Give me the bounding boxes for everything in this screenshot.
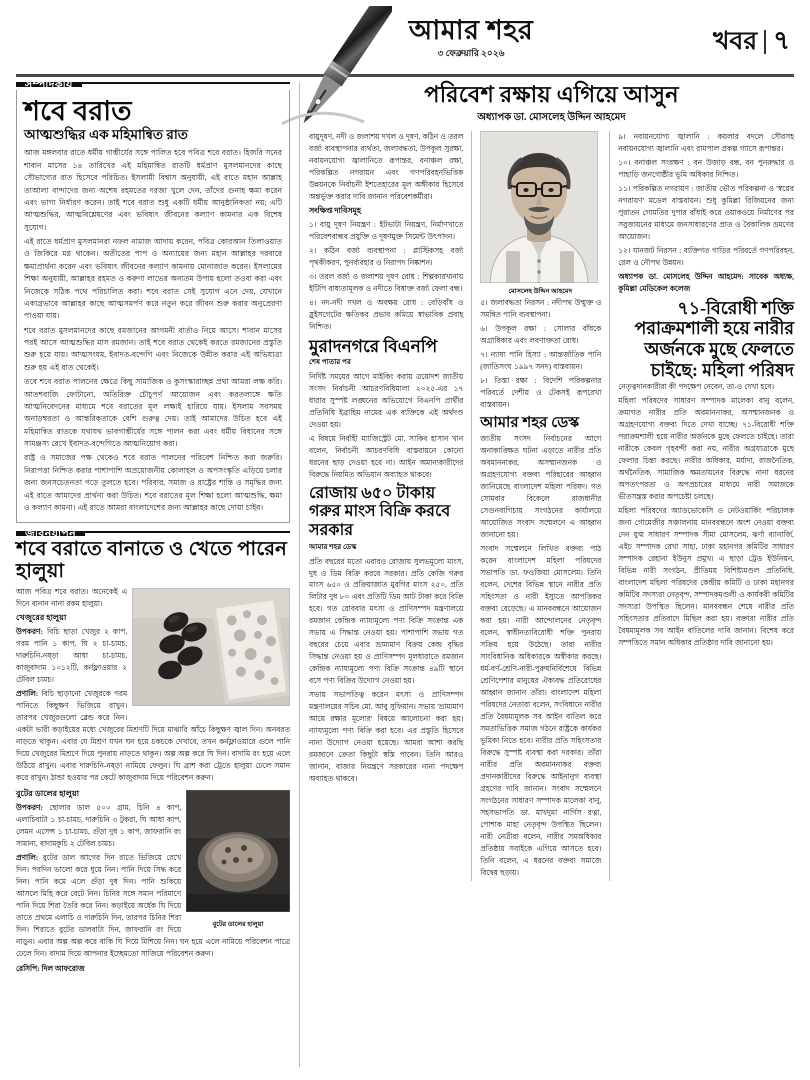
- mohila-paragraph: জাতীয় সংসদ নির্বাচনের আগে অনাকাঙ্ক্ষিত ঘটনা এড়াতে নারীর প্রতি অবমাননাকর, অসম্মানজনক ও অগ্রহণযোগ্য বক্তব্য পরিহারের আহ্বান জানিয়েছে বাংলাদেশ মহিলা পরিষদ। গত সোমবার বিকেলে রাজধানীর সেগুনবাগিচায় সংগঠনের কার্যালয়ে আয়োজিত সংবাদ সম্মেলনে এ আহ্বান জানানো হয়।: [480, 434, 602, 540]
- demand-item: ৯। নবায়নযোগ্য জ্বালানি : কয়লার বদলে সৌরসহ নবায়নযোগ্য জ্বালানি এবং রামপাল প্রকল্প গ্যাসে রূপান্তর।: [618, 131, 794, 153]
- lead-story-author: অধ্যাপক ডা. মোসলেহ উদ্দিন আহমেদ: [477, 111, 626, 123]
- portrait-column: [480, 131, 601, 881]
- lifestyle-article: [16, 528, 291, 975]
- demand-item: ১১। পরিকল্পিত নগরায়ণ : জাতীয় ভৌত পরিকল্পনা ও 'স্বপ্নের নগরায়ণ' মডেল বাস্তবায়ন। শুধু কুমিল্লা রিজিয়নের জন্য পুরাতন গোমতির দুপার বাঁধাই করে ওয়াকওয়ে নির্মাণের পর সবুজায়নের মাধ্যমে জনসাধারণের প্রাত ও বৈকালিক ভ্রমণের আয়োজন।: [618, 183, 794, 241]
- portrait-photo: [480, 131, 598, 283]
- editorial-headline: শবে বরাত: [24, 96, 132, 126]
- chickpea-halwa-caption: বুটের ডালের হালুয়া: [212, 920, 264, 928]
- editorial-subhead: আত্মশুদ্ধির এক মহিমান্বিত রাত: [24, 127, 188, 143]
- method-text: বুটের ডাল আগের দিন রাতে ভিজিয়ে রেখে দিন। পরদিন ভালো করে ধুয়ে নিন। পানি দিয়ে সিদ্ধ করে নিন। পানি কমে এলে গুঁড়া দুধ দিন। পানি শুকিয়ে আসলে মিহি করে বেটে নিন। চিনির সঙ্গে সমান পরিমাণে পানি দিয়ে শিরা তৈরি করে নিন। কড়াইয়ে অর্ধেক ঘি দিয়ে তাতে প্রথমে এলাচি ও দারুচিনি দিন, তারপর চিনির শিরা দিন। শিরাতে বুটের ডালবাটা দিন, জাফরানি রং দিয়ে নাড়ুন। এবার অল্প অল্প করে বাকি ঘি দিয়ে মিশিয়ে নিন। ঘন হয়ে এলে নামিয়ে পরিবেশন পাত্রে ঢেলে দিন। বাদাম দিয়ে আপনার ইচ্ছেমতো সাজিয়ে পরিবেশন করুন।: [16, 852, 291, 958]
- ingredients-label: উপকরণ:: [16, 626, 43, 636]
- method-text: বিচি ছাড়ানো খেজুরকে গরম পানিতে কিছুক্ষণ ভিজিয়ে রাখুন। তারপর খেজুরগুলো ব্লেন্ড করে নিন। একটা ভারী কড়াইয়ের মধ্যে খেজুরের মিশ্রণটি দিয়ে মাঝারি আঁচে কিছুক্ষণ জ্বাল দিন। অনবরত নাড়তে থাকুন। এবার যে মিশ্রণ যখন ঘন হয়ে চকচকে দেখাবে, তখন কর্নফ্লাওয়ারে গুলে পানি দিয়ে খেজুরের মিশ্রণে দিয়ে পুনরায় নাড়তে থাকুন। অল্প অল্প করে ঘি দিন। বাদামি রং হয়ে এলে উঠিয়ে রাখুন। এবার দারুচিনি-নষ্ড়া নামিয়ে ফেলুন। ঘি ব্রাশ করা ট্রেতে হালুয়া ঢেলে সমান করে রাখুন। ঠান্ডা হওয়ার পর কেটে কাজুবাদাম দিয়ে পরিবেশন করুন।: [16, 688, 291, 782]
- ingredients-label: উপকরণ:: [16, 802, 43, 812]
- demands-title: সংক্ষিপ্ত দাবিসমূহ: [309, 205, 361, 215]
- lead-story-headline: পরিবেশ রক্ষায় এগিয়ে আসুন: [424, 82, 679, 107]
- demand-item: ১২। যানজট নিরসন : ব্যক্তিগত গাড়ির পরিবর্তে গণপরিবহন, রেল ও নৌপথ উন্নয়ন।: [618, 245, 794, 267]
- lifestyle-headline: শবে বরাতে বানাতে ও খেতে পারেন হালুয়া: [16, 539, 288, 583]
- editorial-paragraph: তবে শবে বরাত পালনের ক্ষেত্রে কিছু সামাজিক ও কুসংস্কারাচ্ছন্ন প্রথা আমরা লক্ষ করি। আতশবাজি ফোটানো, অতিরিক্ত চৌচুপর্ণ আয়োজন এবং করতলাঙ্গে ক্ষতি আত্মনিবেদনের মাধ্যমে শবে বরাতের মূল লক্ষ্যই হারিয়ে যায়। ইসলাম সবসময় অনাড়ম্বরতা ও আন্তরিকতাকে বেশি গুরুত্ব দেয়। তাই আমাদের উচিত হবে এই মহিমান্বিত রাতকে যথাযথ ভাবগাম্ভীর্যের সঙ্গে পালন করা এবং ধর্মীয় বিধানের সঙ্গে সামঞ্জস্য রেখে ইবাদত-বন্দেগিতে আত্মনিয়োগ করা।: [24, 377, 283, 449]
- publication-date: ৩ ফেব্রুয়ারি ২০২৬: [437, 48, 505, 59]
- right-section: [309, 82, 794, 1067]
- muradnagar-headline: মুরাদনগরে বিএনপি: [309, 336, 438, 356]
- lead-story-body: [309, 131, 794, 881]
- left-column: [16, 79, 291, 1067]
- muradnagar-jumpline: শেষ পাতার পর: [309, 358, 351, 367]
- beef-story-paragraph: প্রতি বছরের মতো এবারও রোজায় সুলভমূল্যে মাংস, দুধ ও ডিম বিক্রি করবে সরকার। প্রতি কেজি গরুর মাংস ৬৫০ ও প্রক্রিয়াজাত মুরগির মাংস ২৫০, প্রতি লিটার দুধ ৮০ এবং প্রতিটি ডিম আট টাকা করে বিক্রি হবে। গত রোববার মৎস্য ও প্রাণিসম্পদ মন্ত্রণালয়ে রমজান কেন্দ্রিক ন্যায্যমূল্যে পণ্য বিক্রি সংক্রান্ত এক সভায় এ সিদ্ধান্ত নেওয়া হয়। পাশাপাশি সভায় গত বছরের চেয়ে এবার ভ্রাম্যমাণ বিক্রয় কেন্দ্র বৃদ্ধির সিদ্ধান্ত নেওয়া হয় ও প্রাণিসম্পদ মূলধারাতে রমজান কেন্দ্রিক ন্যায্যমূল্যে পণ্য বিক্রি সংক্রান্ত ৪৯টি স্থানে বসে পণ্য বিক্রির উদ্যোগ নেওয়া হয়।: [309, 556, 464, 686]
- middle-column: [309, 131, 463, 881]
- demand-item: ৭। ন্যায্য পানি হিস্যা : আন্তর্জাতিক পানি (জাতিসংঘ ১৯৯৭ সনদ) বাস্তবায়ন।: [480, 349, 602, 371]
- method-label: প্রণালি:: [16, 852, 39, 862]
- column-divider: [299, 82, 300, 1067]
- editorial-paragraph: এই রাতে ধর্মপ্রাণ মুসলমানরা নফল নামাজ আদায় করেন, পবিত্র কোরআন তিলাওয়াত ও জিকিরে মগ্ন থাকেন। অতীতের পাপ ও অন্যায়ের জন্য মহান আল্লাহর দরবারে ক্ষমাপ্রার্থনা করেন এবং ভবিষ্যৎ জীবনের কল্যাণ কামনায় মোনাজাত করেন। ইসলামের শিক্ষা অনুযায়ী, আল্লাহর রহমত ও করুণা লাভের অন্যতম উপায় হলো তওবা করা এবং নিজেকে সঠিক পথে পরিচালিত করা। শবে বরাত সেই সুযোগ এনে দেয়, যেখানে একাগ্রভাবে আল্লাহর কাছে আত্মসমর্পণ করে নতুন করে জীবন শুরু করার অনুপ্রেরণা পাওয়া যায়।: [24, 237, 283, 321]
- column-divider: [471, 131, 472, 881]
- far-right-column: [618, 131, 794, 881]
- demand-item: ৮। তিস্তা রক্ষা : বিদেশি পরিকল্পনার পরিবর্তে দেশীয় ও টেকসই রূপরেখা বাস্তবায়ন।: [480, 375, 602, 409]
- lead-story-intro: বায়ুদূষণ, নদী ও জলাশয় দখল ও দূষণ, কঠিন ও তরল বর্জ্য ব্যবস্থাপনার ব্যর্থতা, জলাবদ্ধতা, উপকূল সুরক্ষা, নবায়নযোগ্য জ্বালানিতে রূপান্তর, বনাঞ্চল রক্ষা, পরিকল্পিত নগরায়ন এবং গণপরিবহনভিত্তিক উন্নয়নকে নির্বাচনী ইশতেহারের মূল অঙ্গীকার হিসেবে অন্তর্ভুক্ত করার দাবি জানান পরিবেশকর্মীরা।: [309, 131, 464, 201]
- section-divider: [764, 30, 766, 54]
- beef-story-headline: রোজায় ৬৫০ টাকায় গরুর মাংস বিক্রি করবে সরকার: [309, 484, 451, 539]
- paper-name: আমার শহর: [408, 15, 534, 45]
- mohila-porishod-headline: ৭১-বিরোধী শক্তি পরাক্রমশালী হয়ে নারীর অর্জনকে মুছে ফেলতে চাইছে: মহিলা পরিষদ: [634, 297, 794, 380]
- demand-item: ১। বায়ু দূষণ নিয়ন্ত্রণ : ইটভাটা নিয়ন্ত্রণ, নির্মাণখাতে পরিবেশবান্ধব প্রযুক্তি ও দূষণমুক্ত সিমেন্ট উৎপাদন।: [309, 219, 464, 241]
- demand-item: ২। কঠিন বর্জ্য ব্যবস্থাপনা : প্লাস্টিকসহ বর্জ্য পৃথকীকরণ, পুনর্ব্যবহার ও নিরাপদ নিষ্কাশন।: [309, 245, 464, 267]
- lifestyle-intro: আজ পবিত্র শবে বরাত। অনেকেই এ দিনে বানান নানা রকম হালুয়া।: [16, 586, 128, 608]
- editorial-kicker: সম্পাদকীয়: [16, 84, 82, 87]
- ingredients-text: বিচি ছাড়া খেজুর ২ কাপ, গরম পানি ১ কাপ, ঘি ২ চা-চামচ, দারুচিনি-নষ্ড়া আধা চা-চামচ, কাজুবাদাম ১০১২টি, কর্নফ্লাওয়ার ২ টেবিল চামচ।: [16, 626, 128, 684]
- recipe-title: বুটের ডালের হালুয়া: [16, 788, 80, 798]
- mohila-headline-left-fragment: আমার শহর ডেস্ক: [480, 414, 580, 431]
- section-indicator: [713, 20, 790, 64]
- page-number: ৭: [773, 26, 790, 55]
- demand-item: ৬। উপকূল রক্ষা : সোলার বাঁধকে অগ্রাধিকার এবং লবণাক্ততা রোধ।: [480, 323, 602, 345]
- beef-story-byline: আমার শহর ডেস্ক: [309, 542, 357, 551]
- author-portrait: [480, 131, 600, 297]
- muradnagar-paragraph: এ বিষয়ে নির্বাহী ম্যাজিস্ট্রেট মো. সাকিব হাসান খান বলেন, নির্বাচনী আচরণবিধি বাস্তবায়নে কোনো ধরনের ছাড় দেওয়া হবে না। আইন অমান্যকারীদের বিরুদ্ধে নিয়মিত অভিযান অব্যাহত থাকবে।: [309, 433, 464, 479]
- column-divider: [609, 131, 610, 881]
- mohila-paragraph: মহিলা পরিষদের সাধারণ সম্পাদক মালেকা বানু বলেন, ক্রমাগত নারীর প্রতি অবমাননাকর, অসম্মানজনক ও অগ্রহণযোগ্য বক্তব্য দিতে দেখা যাচ্ছে। ৭১-বিরোধী শক্তি পরাক্রমশালী হয়ে নারীর অর্জনকে মুছে ফেলতে চাইছে। তারা নারীকে কেবল গৃহবন্দী করা নয়, নারীর অগ্রযাত্রাকে মুছে ফেলার চিন্তা করছে। নারীর অধিকার, মর্যাদা, রাজনৈতিক, অর্থনৈতিক, সামাজিক ক্ষমতায়নের বিরুদ্ধে নানা ধরনের অপতৎপরতা ও অপপ্রচারের মাধ্যমে নারী সমাজকে ভীতসন্ত্রস্ত করার অপচেষ্টা চলছে।: [618, 396, 794, 502]
- recipe-title: খেজুরের হালুয়া: [16, 612, 67, 622]
- chickpea-halwa-photo: [186, 790, 290, 930]
- masthead-rule: [16, 74, 794, 77]
- page-content: [16, 79, 794, 1067]
- demand-item: ৩। তরল বর্জ্য ও জলাশয় দূষণ রোধ : শিল্পকারখানায় ইটিপি বাধ্যতামূলক ও নদীতে বিষাক্ত বর্জ্য ফেলা বন্ধ।: [309, 271, 464, 293]
- recipe-credit: রেসিপি: দিল আফরোজ: [16, 963, 85, 973]
- ingredients-text: ছোলার ডাল ৫০০ গ্রাম, চিনি ৪ কাপ, এলাচিবাটা ১ চা-চামচ, দারুচিনি ৩ টুকরা, ঘি আধা কাপ, লেমন এসেন্স ১ চা-চামচ, গুঁড়া দুধ ১ কাপ, জাফরানি রং সামান্য, বাদামকুচি ২ টেবিল চামচ।: [16, 802, 182, 848]
- method-label: প্রণালি:: [16, 688, 39, 698]
- editorial-paragraph: রাষ্ট্র ও সমাজের পক্ষ থেকেও শবে বরাত পালনের পরিবেশ নিশ্চিত করা জরুরি। নিরাপত্তা নিশ্চিত করার পাশাপাশি অপ্রয়োজনীয় কোলাহল ও অপসংস্কৃতি এড়িয়ে চলার জন্য জনসচেতনতা গড়ে তুলতে হবে। পরিবার, সমাজ ও রাষ্ট্রের শান্তি ও সমৃদ্ধির জন্য এই রাতে আমাদের প্রার্থনা করা উচিত। শবে বরাতের মূল শিক্ষা হলো আত্মশুদ্ধি, ক্ষমা ও কল্যাণ কামনা। এই রাতে আমরা বাংলাদেশের জন্য আল্লাহর কাছে দোয়া চাইব।: [24, 453, 283, 512]
- section-name: খবর: [713, 27, 758, 55]
- demand-item: ১০। বনাঞ্চল সংরক্ষণ : বন উজাড় বন্ধ, বন পুনরুদ্ধার ও পাহাড়ি জনগোষ্ঠীর ভূমি অধিকার নিশ্চিত।: [618, 157, 794, 179]
- demand-item: ৫। জলাবদ্ধতা নিরসন : নদীপথ উন্মুক্ত ও সমন্বিত পানি ব্যবস্থাপনা।: [480, 297, 602, 319]
- mohila-paragraph: নেতৃত্বদানকারীরা কী পদক্ষেপ নেবেন, তা-ও দেখা হবে।: [618, 382, 775, 392]
- muradnagar-paragraph: নির্দিষ্ট সময়ের আগে মাইকিং করায় ত্রয়োদশ জাতীয় সংসদ নির্বাচনী আচরণবিধিমালা ২০২৫-এর ১৭ ধারার সুস্পষ্ট লঙ্ঘনের অভিযোগে বিএনপি প্রার্থীর প্রতিনিধি ইব্রাহিম নামের এক ব্যক্তিকে এই অর্থদণ্ড দেওয়া হয়।: [309, 372, 464, 429]
- mohila-paragraph: মহিলা পরিষদের অ্যাডভোকেসি ও নেটওয়ার্কিং পরিচালক জনা গোমেজীর সঞ্চালনায় মানববন্ধনে অংশ নেওয়া বক্তব্য দেন যুগ্ম সাধারণ সম্পাদক সীমা মোসলেম, ঝর্ণা ব্যানার্জি, এইচ সম্পাদক রেখা সাহা, ঢাকা মহানগর কমিটির সাধারণ সম্পাদক রেহানা ইউনুস প্রমুখ। এ ছাড়া ট্রেড ইউনিয়ন, বিভিন্ন নারী সংগঠন, প্রীতিময় বিশিষ্ট্যমণ্ডল প্রতিনিধি, বাংলাদেশ মহিলা পরিষদের কেন্দ্রীয় কমিটি ও ঢাকা মহানগর কমিটির সদস্যরা নেতৃবৃন্দ, সম্পাদকমণ্ডলী ও কার্যকরী কমিটির সদস্যরা উপস্থিত ছিলেন। মানববন্ধন শেষে নারীর প্রতি সহিংসতার প্রতিবাদে মিছিল করা হয়। বক্তারা নারীর প্রতি বৈষম্যমূলক সব আইন বাতিলের দাবি জানান। বিশেষ করে সম্পত্তিতে সমান অধিকার প্রতিষ্ঠার দাবি জানানো হয়।: [618, 506, 794, 647]
- lead-story-author-note: অধ্যাপক ডা. মোসলেহ উদ্দিন আহমেদ: সাবেক অধ্যক্ষ, কুমিল্লা মেডিকেল কলেজ: [618, 271, 794, 293]
- demand-item: ৪। নদ-নদী দখল ও অবক্ষয় রোধ : বেড়িবাঁধ ও স্লুইসগেটের ক্ষতিকর প্রভাব কমিয়ে স্বাভাবিক প্রবাহ নিশ্চিত।: [309, 297, 464, 331]
- editorial-article: [16, 79, 290, 523]
- lifestyle-kicker: জীবনযাপন: [16, 533, 85, 536]
- portrait-caption: মোসলেহ উদ্দিন আহমেদ: [508, 287, 573, 295]
- dates-halwa-photo: [132, 588, 290, 711]
- mohila-paragraph: সংবাদ সম্মেলনে লিখিত বক্তব্য পাঠ করেন বাংলাদেশ মহিলা পরিষদের সভাপতি ডা. ফওজিয়া মোসলেম। তিনি বলেন, দেশের বিভিন্ন স্থানে নারীর প্রতি সহিংসতা ও নারী ইস্যুতে আপত্তিকর বক্তব্য বেড়েছে। এ মানববন্ধনে আয়োজন করা হয়। নারী আন্দোলনের নেতৃবৃন্দ বলেন, স্বাধীনতাবিরোধী শক্তি পুনরায় সক্রিয় হয়ে উঠেছে। তারা নারীর সাংবিধানিক অধিকারকে অস্বীকার করছে। ধর্ম-বর্ণ-শ্রেণি-নারী-পুরুষনির্বিশেষে বিভিন্ন শ্রেণিপেশার মানুষের ঐক্যবদ্ধ প্রতিরোধের আহ্বান জানান তাঁরা। বাংলাদেশ মহিলা পরিষদের নেতারা বলেন, সংবিধানে নারীর প্রতি বৈষম্যমূলক সব আইন বাতিল করে সমতাভিত্তিক সমাজ গঠনে রাষ্ট্রকে কার্যকর ভূমিকা নিতে হবে। নারীর প্রতি সহিংসতার বিরুদ্ধে সুস্পষ্ট ব্যবস্থা করা দরকার। তাঁরা নারীর প্রতি অবমাননাকর বক্তব্য প্রদানকারীদের বিরুদ্ধে আইনানুগ ব্যবস্থা গ্রহণের দাবি জানান। সংবাদ সম্মেলনে সংগঠনের সাধারণ সম্পাদক মালেকা বানু, সহসভাপতি ডা. মাখদুমা নার্গিস রত্না, পোশাক মাহা নেতৃবৃন্দ উপস্থিত ছিলেন। নারী নেত্রীরা বলেন, নারীর সমঅধিকার প্রতিষ্ঠায় সবাইকে এগিয়ে আসতে হবে। তিনি বলেন, এ ধরনের বক্তব্য সমাজে বিদ্বেষ ছড়ায়।: [480, 544, 602, 877]
- masthead: [16, 14, 794, 72]
- editorial-paragraph: আজ মঙ্গলবার রাতে ধর্মীয় গাম্ভীর্যের সঙ্গে পালিত হবে পবিত্র শবে বরাত। হিজরি সনের শাবান মাসের ১৪ তারিখের এই মহিমান্বিত রাতটি ধর্মপ্রাণ মুসলমানদের কাছে সৌভাগ্যের রাত হিসেবে পরিচিত। ইসলামী বিশ্বাস অনুযায়ী, এই রাতে মহান আল্লাহ তাআলা বান্দাদের জন্য অশেষ রহমতের দরজা খুলে দেন, তাঁদের গুনাহ ক্ষমা করেন এবং ভাগ্য নির্ধারণ করেন। তাই শবে বরাত শুধু একটি ধর্মীয় আনুষ্ঠানিকতা নয়; এটি আত্মশুদ্ধির, আত্মবিশ্লেষণের এবং ভবিষ্যৎ জীবনের কল্যাণ কামনার এক বিশেষ সুযোগ।: [24, 148, 283, 232]
- masthead-title-block: [346, 16, 596, 61]
- editorial-box: [16, 90, 290, 523]
- editorial-kicker-wrap: [16, 79, 290, 91]
- lifestyle-kicker-wrap: [16, 528, 290, 541]
- editorial-paragraph: শবে বরাত মুসলমানদের কাছে রমজানের আগমনী বার্তাও নিয়ে আসে। শাবান মাসের পরই আসে আত্মশুদ্ধির মাস রমজান। তাই শবে বরাত থেকেই করতে রমজানের প্রস্তুতি শুরু হয়ে যায়। আত্মসংযম, ইবাদত-বন্দেগি এবং নিজেকে উন্নীত করার এই অভিযাত্রা শুরু হয় এই রাত থেকেই।: [24, 325, 283, 372]
- beef-story-paragraph: সভায় সভাপতিত্ব করেন মৎস্য ও প্রাণিসম্পদ মন্ত্রণালয়ের সচিব মো. আবু সুফিয়ান। সভায় 'ভ্রাম্যমাণ আয়ে রক্ষার মূল্যের' বিষয়ে আলোচনা করা হয়। ন্যায্যমূল্যে পণ্য বিক্রি করা হবে। এর প্রস্তুতি হিসেবে নানা উদ্যোগ নেওয়া হয়েছে। আমরা আশা করছি রমজানে ক্রেতা কিছুটা স্বস্তি পাবেন। তিনি আরও জানান, বাজার নিয়ন্ত্রণে সরকারের নানা পদক্ষেপ অব্যাহত থাকবে।: [309, 690, 464, 784]
